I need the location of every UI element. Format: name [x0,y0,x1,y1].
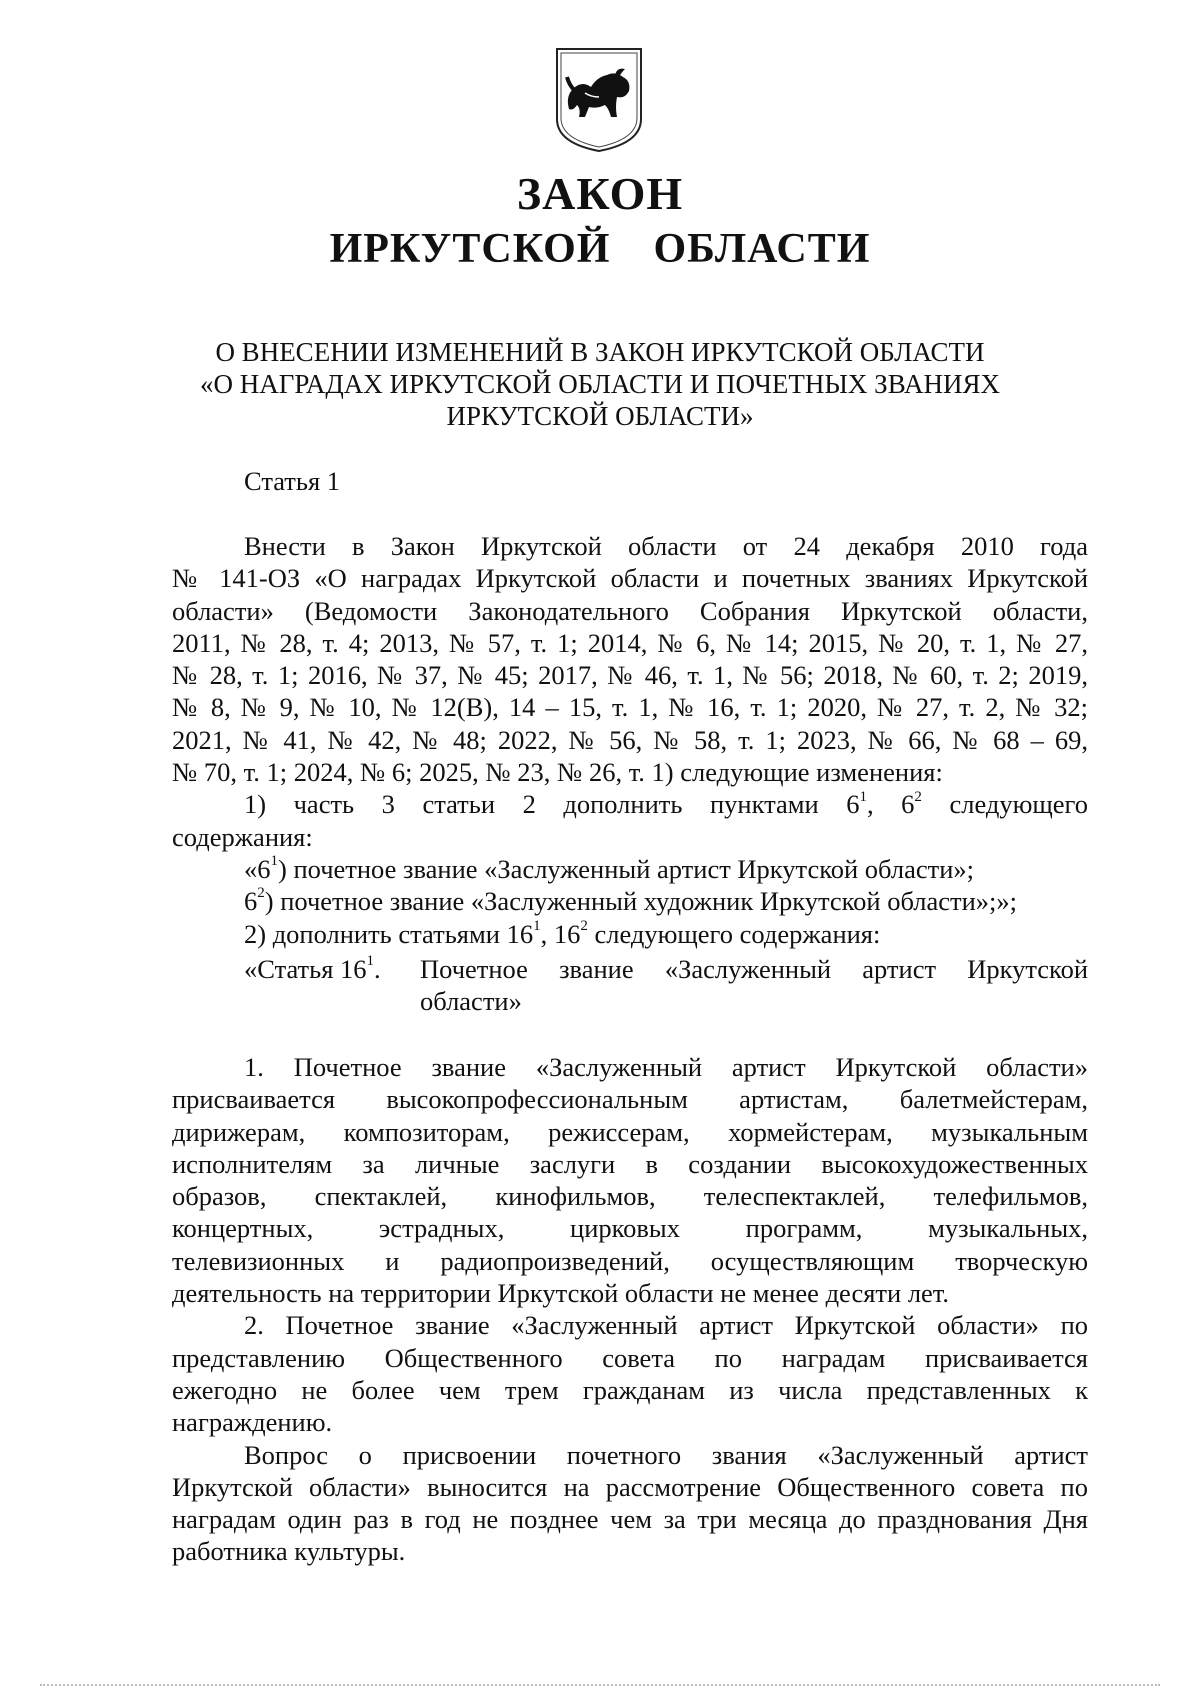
text-line: 2011, № 28, т. 4; 2013, № 57, т. 1; 2014, № 6, № 14; 2015, № 20, т. 1, № 27, [172,627,1088,658]
text-line: Внести в Закон Иркутской области от 24 декабря 2010 года [244,531,1088,561]
article-1-label-wrap [172,465,1088,497]
text-line: области» [420,986,522,1017]
article-1-label: Статья 1 [244,466,341,496]
text-line: представлению Общественного совета по наградам присваивается [172,1342,1088,1373]
text-line: деятельность на территории Иркутской области не менее десяти лет. [172,1278,950,1309]
article-16-1-body [172,1051,1088,1568]
text-line: исполнителям за личные заслуги в создании высокохудожественных [172,1148,1088,1179]
law-subtitle [150,336,1050,432]
article-16-1-heading [244,953,1088,1018]
text-line: работника культуры. [172,1536,406,1567]
text-line: наградам один раз в год не позднее чем за три месяца до празднования Дня [172,1504,1088,1535]
quoted-point-6-1: «$6^1$) почетное звание «Заслуженный артист Иркутской области»; [244,853,975,884]
text-line: присваивается высокопрофессиональным артистам, балетмейстерам, [172,1084,1088,1115]
coat-of-arms-emblem [555,47,643,153]
text-line: Иркутской области» выносится на рассмотрение Общественного совета по [172,1471,1088,1502]
text-line: № 70, т. 1; 2024, № 6; 2025, № 23, № 26, т. 1) следующие изменения: [172,757,943,788]
text-line: ежегодно не более чем трем гражданам из числа представленных к [172,1374,1088,1405]
subtitle-line: О ВНЕСЕНИИ ИЗМЕНЕНИЙ В ЗАКОН ИРКУТСКОЙ ОБЛАСТИ [215,337,985,367]
text-line: дирижерам, композиторам, режиссерам, хормейстерам, музыкальным [172,1116,1088,1147]
scan-edge-divider [40,1684,1160,1686]
text-line: Почетное звание «Заслуженный артист Иркутской [420,954,1088,984]
article-16-1-label: «Статья $16^1$. [244,953,381,984]
quoted-point-6-2: $6^2$) почетное звание «Заслуженный художник Иркутской области»;»; [244,885,1018,917]
subtitle-line: «О НАГРАДАХ ИРКУТСКОЙ ОБЛАСТИ И ПОЧЕТНЫХ ЗВАНИЯХ [199,369,1001,399]
text-line: Вопрос о присвоении почетного звания «Заслуженный артист [244,1439,1088,1470]
text-line: № 141-ОЗ «О наградах Иркутской области и почетных званиях Иркутской [172,563,1088,594]
law-title: ЗАКОН [516,168,684,219]
article-1-body [172,530,1088,950]
text-line: 2. Почетное звание «Заслуженный артист Иркутской области» по [244,1310,1088,1341]
shield-icon [555,47,643,153]
text-line: содержания: [172,821,313,852]
article-16-1-title [414,953,1088,1018]
text-line: 2021, № 41, № 42, № 48; 2022, № 56, № 58, т. 1; 2023, № 66, № 68 – 69, [172,724,1088,755]
text-line: области» (Ведомости Законодательного Собрания Иркутской области, [172,595,1088,626]
text-line: концертных, эстрадных, цирковых программ, музыкальных, [172,1213,1088,1244]
amendment-item-2: 2) дополнить статьями $16^1$, $16^2$ следующего содержания: [244,917,881,949]
text-line: № 28, т. 1; 2016, № 37, № 45; 2017, № 46, т. 1, № 56; 2018, № 60, т. 2; 2019, [172,660,1088,691]
text-line: № 8, № 9, № 10, № 12(В), 14 – 15, т. 1, № 16, т. 1; 2020, № 27, т. 2, № 32; [172,692,1088,723]
law-region-title: ИРКУТСКОЙ ОБЛАСТИ [329,226,871,272]
text-line: телевизионных и радиопроизведений, осуществляющим творческую [172,1245,1088,1276]
text-line: награждению. [172,1407,333,1438]
amendment-item-1: 1) часть 3 статьи 2 дополнить пунктами $6^1$, $6^2$ следующего [244,788,1089,820]
subtitle-line: ИРКУТСКОЙ ОБЛАСТИ» [446,401,754,431]
text-line: 1. Почетное звание «Заслуженный артист Иркутской области» [244,1052,1088,1082]
text-line: образов, спектаклей, кинофильмов, телеспектаклей, телефильмов, [172,1181,1088,1212]
